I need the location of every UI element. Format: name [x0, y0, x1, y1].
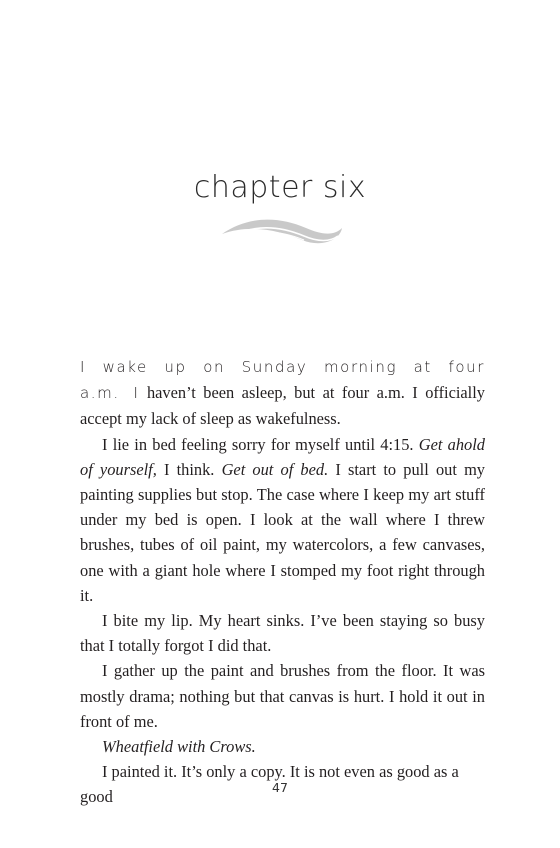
paragraph-text: haven’t been asleep, but at four a.m. I officially accept my lack of sleep as wakefulness.	[80, 383, 485, 429]
paragraph: I gather up the paint and brushes from the floor. It was mostly drama; nothing but that canvas is hurt. I hold it out in front of me.	[80, 661, 485, 731]
chapter-body	[80, 354, 485, 810]
paragraph	[80, 432, 485, 608]
paragraph-text: I think.	[156, 459, 222, 479]
paragraph: I painted it. It’s only a copy. It is not even as good as a good	[80, 762, 459, 807]
paragraph	[80, 734, 485, 759]
swash-ornament-icon	[218, 214, 346, 254]
paragraph	[80, 354, 485, 432]
italic-text: Get ahold of yourself,	[80, 434, 485, 479]
paragraph-text: I lie in bed feeling sorry for myself until 4:15.	[102, 434, 419, 454]
painting-title: Wheatfield with Crows.	[102, 737, 256, 757]
italic-text: Get out of bed.	[221, 459, 329, 479]
paragraph: I bite my lip. My heart sinks. I’ve been staying so busy that I totally forgot I did that.	[80, 611, 485, 656]
lead-in-text: I wake up on Sunday morning at four a.m. I	[80, 358, 485, 403]
paragraph-text: I start to pull out my painting supplies but stop. The case where I keep my art stuff under my bed is open. I look at the wall where I threw brushes, tubes of oil paint, my watercolors, a few canvases, one with a giant hole where I stomped my foot right through it.	[80, 459, 486, 605]
chapter-title: chapter six	[193, 170, 367, 205]
page-number: 47	[272, 780, 288, 795]
